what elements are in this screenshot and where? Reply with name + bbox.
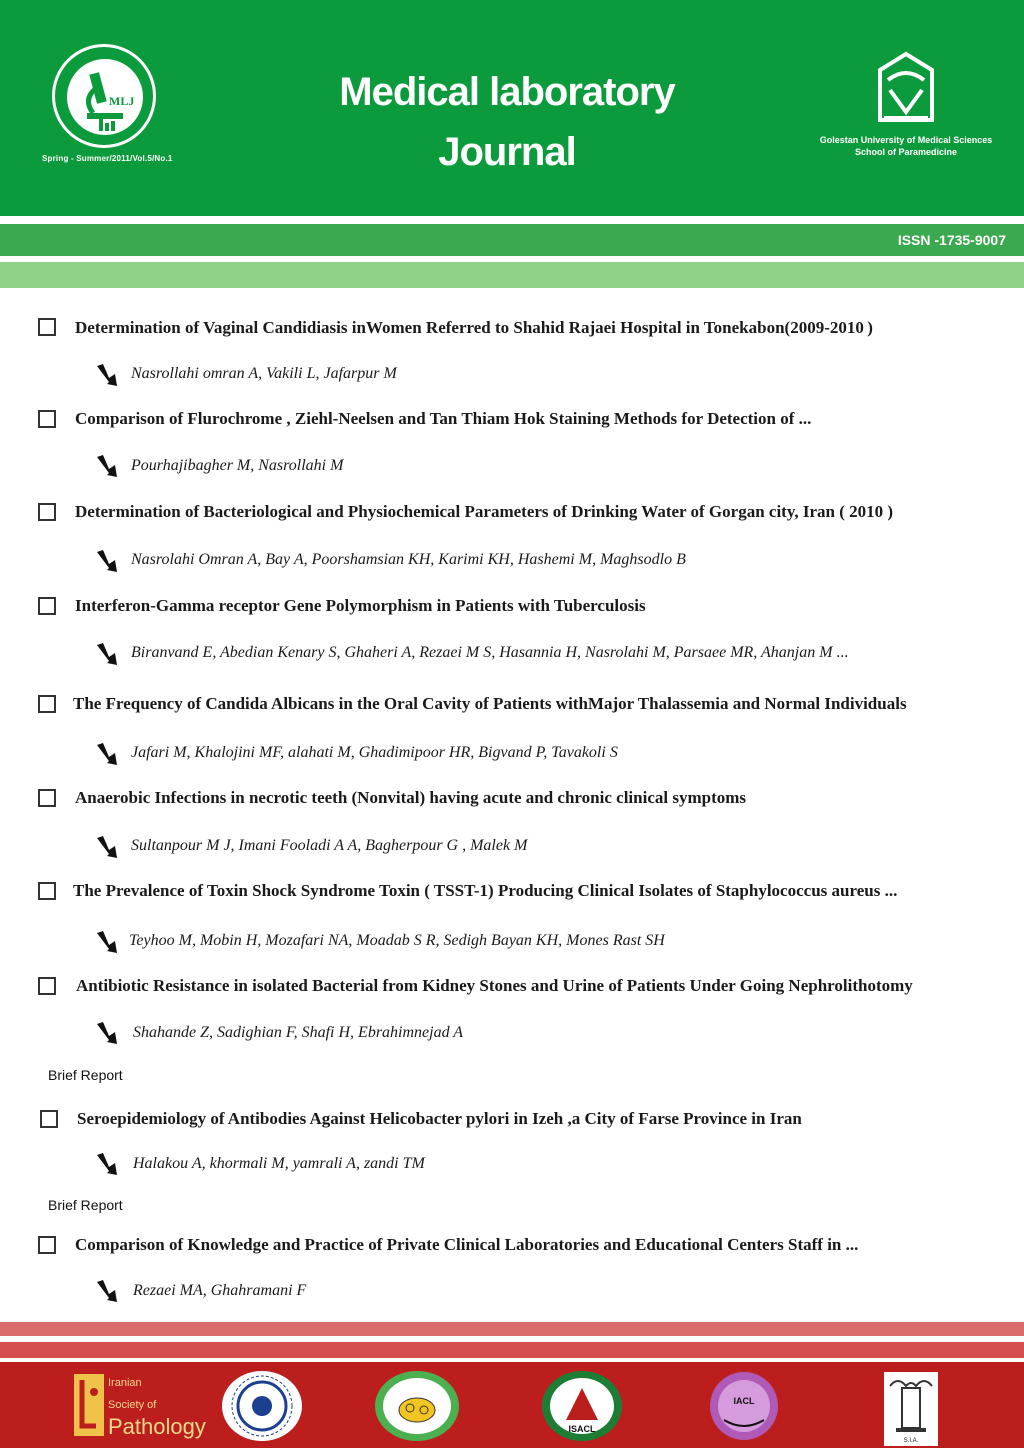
article-title[interactable]: Anaerobic Infections in necrotic teeth (Nonvital) having acute and chronic clinical symptoms — [75, 788, 747, 807]
isacl-logo — [540, 1370, 624, 1442]
article-checkbox[interactable] — [38, 789, 56, 807]
article-title[interactable]: Antibiotic Resistance in isolated Bacterial from Kidney Stones and Urine of Patients Under Going Nephrolithotomy — [76, 976, 913, 995]
decorative-bar — [0, 262, 1024, 288]
article-authors: Biranvand E, Abedian Kenary S, Ghaheri A, Rezaei M S, Hasannia H, Nasrolahi M, Parsaee MR, Ahanjan M ... — [131, 644, 849, 661]
svg-text:IACL: IACL — [733, 1396, 755, 1406]
svg-text:MLJ: MLJ — [109, 94, 135, 108]
article-checkbox[interactable] — [38, 882, 56, 900]
microscope-icon — [63, 55, 147, 139]
article-authors: Nasrollahi omran A, Vakili L, Jafarpur M — [131, 365, 397, 382]
svg-text:ISACL: ISACL — [568, 1424, 596, 1434]
journal-title-line1: Medical laboratory — [339, 70, 675, 114]
arrow-icon — [95, 1151, 119, 1177]
decorative-bar — [0, 1322, 1024, 1336]
parasitology-society-logo — [220, 1370, 304, 1442]
article-checkbox[interactable] — [38, 410, 56, 428]
article-checkbox[interactable] — [40, 1110, 58, 1128]
article-checkbox[interactable] — [38, 318, 56, 336]
article-authors: Jafari M, Khalojini MF, alahati M, Ghadimipoor HR, Bigvand P, Tavakoli S — [131, 744, 618, 761]
issn-bar — [0, 224, 1024, 256]
article-title[interactable]: The Frequency of Candida Albicans in the Oral Cavity of Patients withMajor Thalassemia and Normal Individuals — [73, 694, 907, 713]
decorative-bar — [0, 1342, 1024, 1358]
university-line2: School of Paramedicine — [854, 147, 958, 157]
arrow-icon — [95, 1278, 119, 1304]
arrow-icon — [95, 741, 119, 767]
section-label-brief-report: Brief Report — [48, 1197, 123, 1213]
article-title[interactable]: Comparison of Flurochrome , Ziehl-Neelsen and Tan Thiam Hok Staining Methods for Detection of ... — [75, 409, 812, 428]
article-authors: Shahande Z, Sadighian F, Shafi H, Ebrahimnejad A — [133, 1024, 464, 1041]
article-title[interactable]: Seroepidemiology of Antibodies Against Helicobacter pylori in Izeh ,a City of Farse Province in Iran — [77, 1109, 802, 1128]
footer-logos — [0, 1362, 1024, 1448]
microbiology-society-logo — [372, 1370, 462, 1442]
arrow-icon — [95, 834, 119, 860]
journal-title-line2: Journal — [438, 130, 576, 174]
journal-title — [312, 62, 702, 182]
isp-line3: Pathology — [108, 1414, 206, 1439]
article-title[interactable]: Comparison of Knowledge and Practice of Private Clinical Laboratories and Educational Centers Staff in ... — [75, 1235, 859, 1254]
arrow-icon — [95, 453, 119, 479]
pathology-society-name — [108, 1372, 206, 1438]
university-line1: Golestan University of Medical Sciences — [819, 135, 993, 145]
article-checkbox[interactable] — [38, 1236, 56, 1254]
article-title[interactable]: The Prevalence of Toxin Shock Syndrome Toxin ( TSST-1) Producing Clinical Isolates of Staphylococcus aureus ... — [73, 881, 898, 900]
article-title[interactable]: Determination of Vaginal Candidiasis inWomen Referred to Shahid Rajaei Hospital in Tonekabon(2009-2010 ) — [75, 318, 873, 337]
article-authors: Sultanpour M J, Imani Fooladi A A, Bagherpour G , Malek M — [131, 837, 528, 854]
issn: ISSN -1735-9007 — [897, 232, 1006, 248]
article-authors: Rezaei MA, Ghahramani F — [133, 1282, 307, 1299]
issue-info: Spring - Summer/2011/Vol.5/No.1 — [42, 154, 173, 163]
article-authors: Halakou A, khormali M, yamrali A, zandi TM — [133, 1155, 425, 1172]
article-checkbox[interactable] — [38, 977, 56, 995]
iacl-logo — [708, 1370, 780, 1442]
article-checkbox[interactable] — [38, 503, 56, 521]
section-label-brief-report: Brief Report — [48, 1067, 123, 1083]
mlj-logo — [52, 44, 156, 148]
sia-logo — [884, 1372, 938, 1446]
university-logo-icon — [870, 50, 942, 126]
article-checkbox[interactable] — [38, 597, 56, 615]
article-title[interactable]: Determination of Bacteriological and Physiochemical Parameters of Drinking Water of Gorgan city, Iran ( 2010 ) — [75, 502, 894, 521]
arrow-icon — [95, 548, 119, 574]
pathology-society-logo — [72, 1372, 106, 1438]
isp-line1: Iranian — [108, 1377, 142, 1389]
article-authors: Pourhajibagher M, Nasrollahi M — [131, 457, 344, 474]
arrow-icon — [95, 929, 119, 955]
divider — [0, 216, 1024, 224]
journal-header — [0, 0, 1024, 216]
article-title[interactable]: Interferon-Gamma receptor Gene Polymorphism in Patients with Tuberculosis — [75, 596, 646, 615]
isp-line2: Society of — [108, 1399, 157, 1411]
arrow-icon — [95, 641, 119, 667]
svg-text:S.I.A.: S.I.A. — [903, 1438, 919, 1444]
article-authors: Teyhoo M, Mobin H, Mozafari NA, Moadab S R, Sedigh Bayan KH, Mones Rast SH — [129, 932, 665, 949]
article-checkbox[interactable] — [38, 695, 56, 713]
university-name — [806, 134, 1006, 158]
arrow-icon — [95, 1020, 119, 1046]
arrow-icon — [95, 362, 119, 388]
article-authors: Nasrolahi Omran A, Bay A, Poorshamsian KH, Karimi KH, Hashemi M, Maghsodlo B — [131, 551, 686, 568]
